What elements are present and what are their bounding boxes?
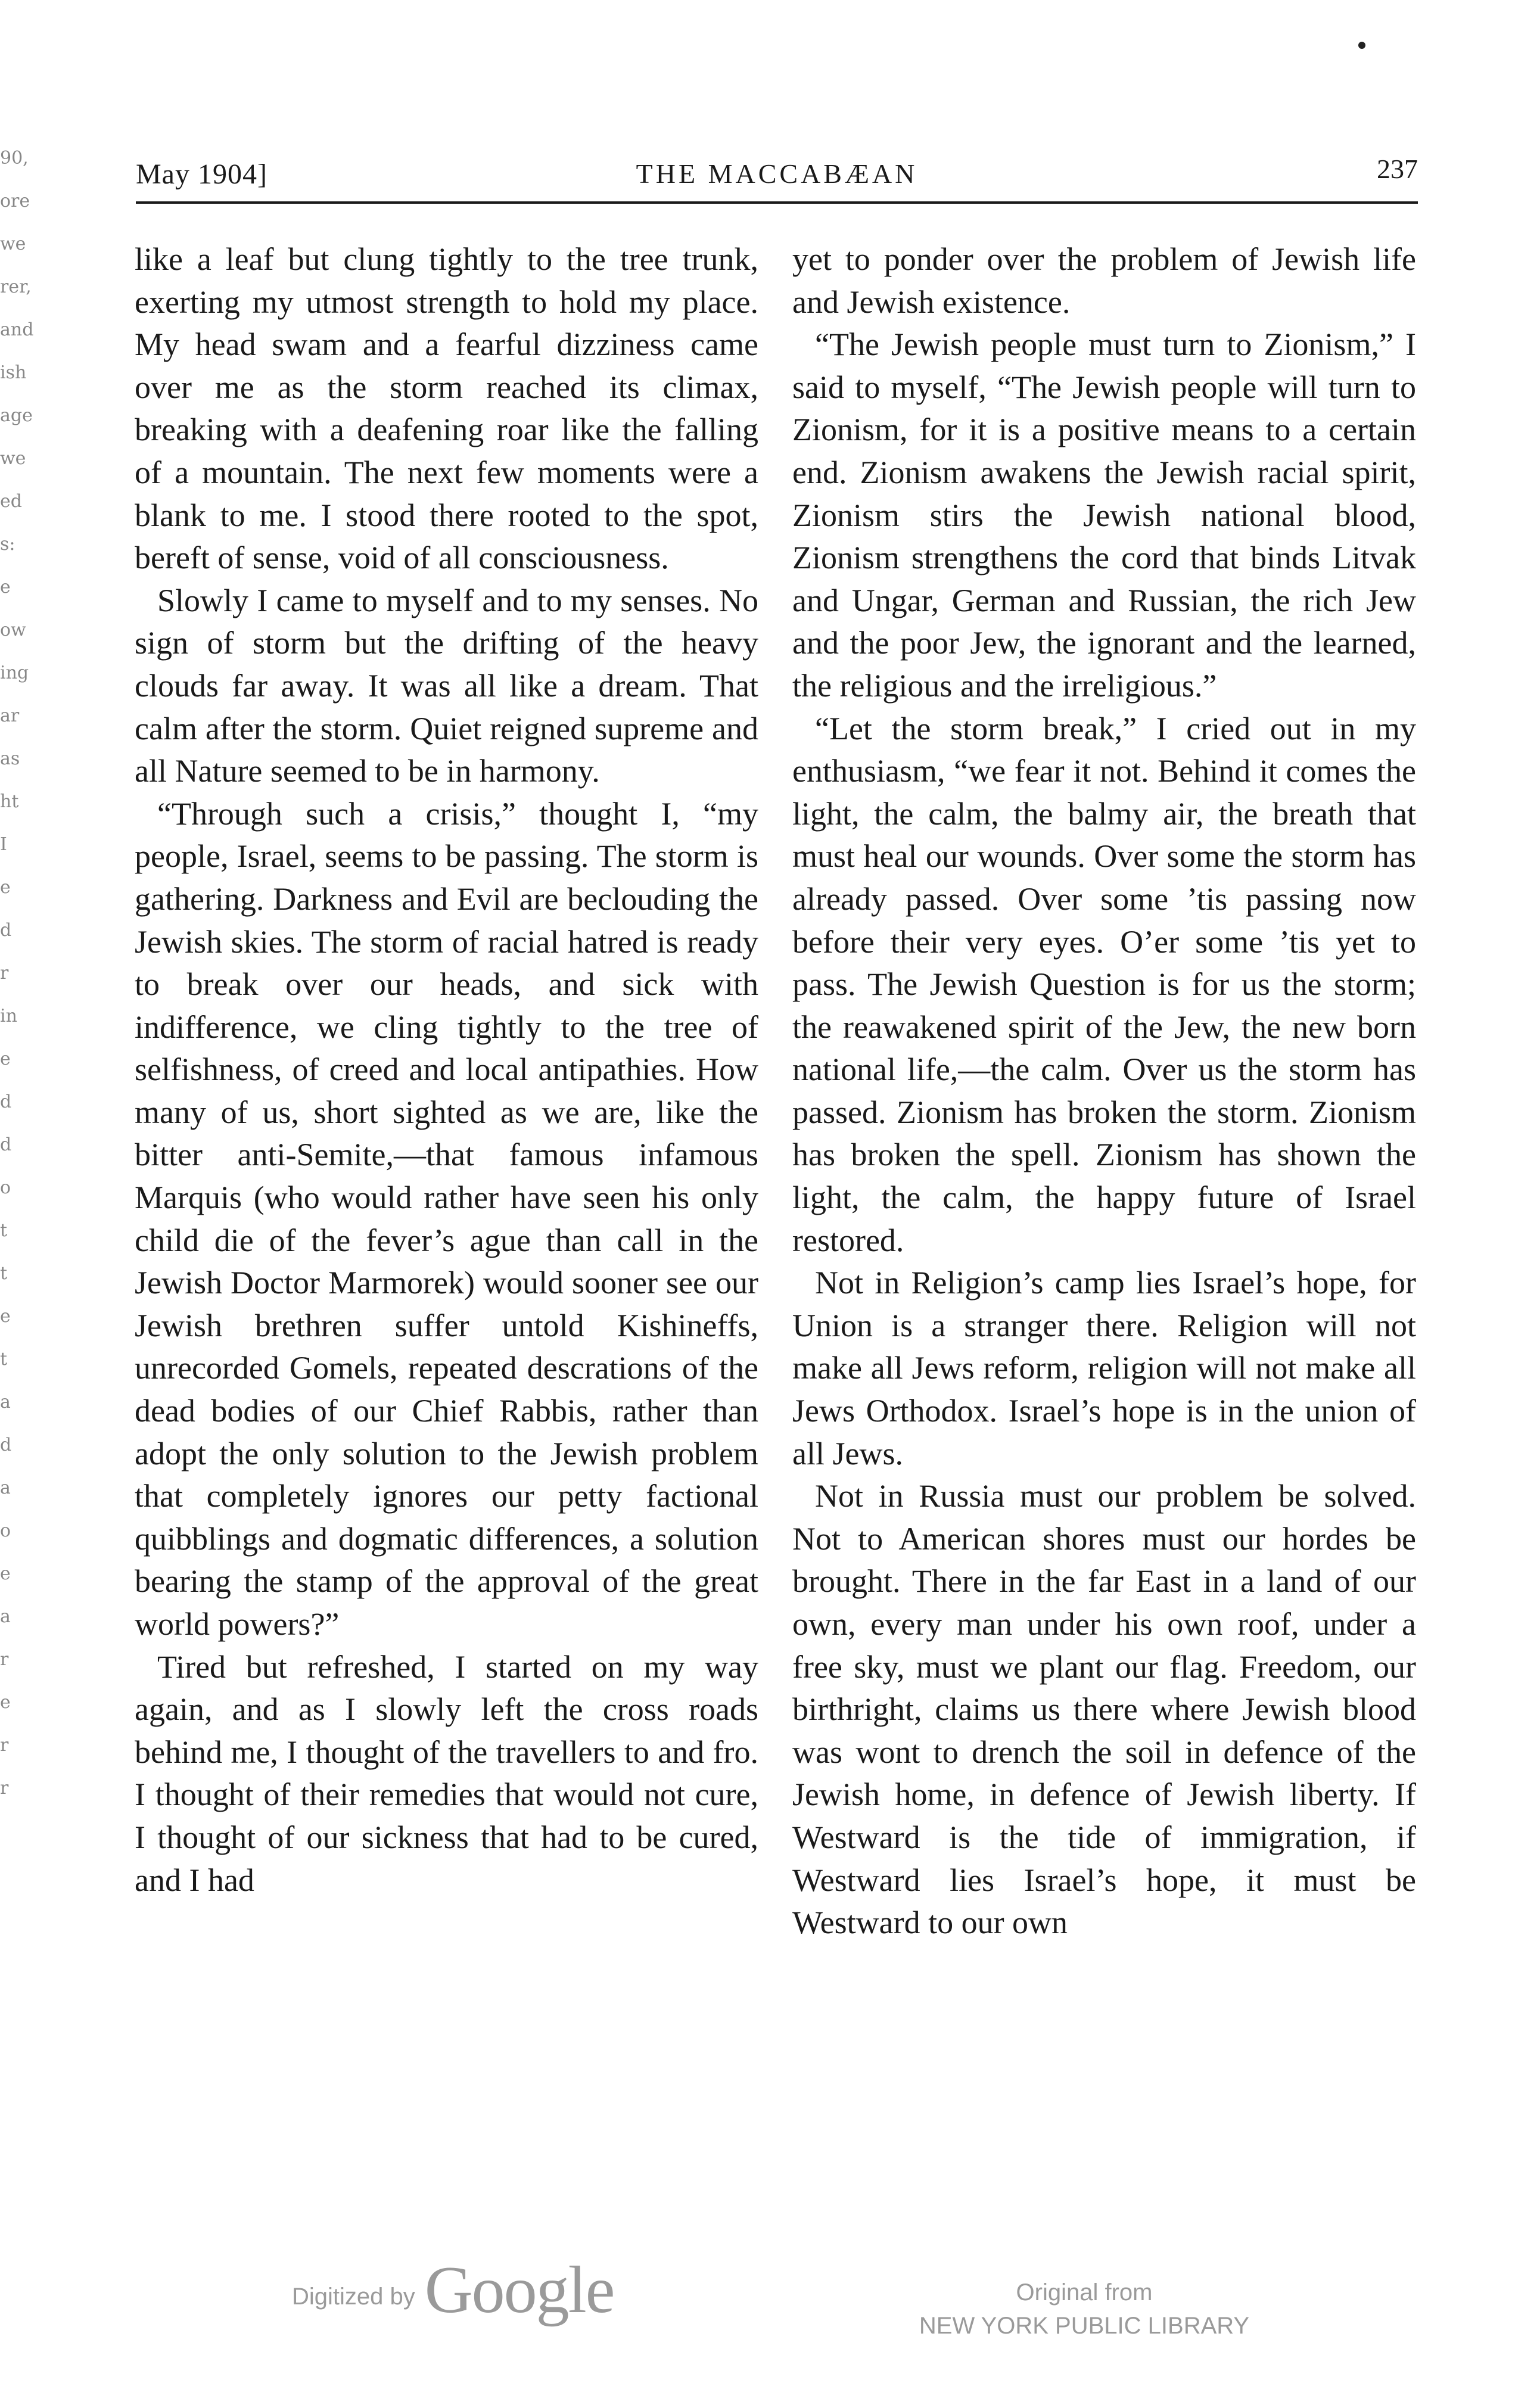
- gutter-fragment: d: [0, 1134, 12, 1155]
- gutter-fragment: ish: [0, 362, 27, 383]
- gutter-fragment: e: [0, 1692, 11, 1713]
- gutter-fragment: ar: [0, 705, 20, 726]
- left-column: [135, 238, 758, 1902]
- right-column: [792, 238, 1416, 1945]
- paragraph: “Through such a crisis,” thought I, “my people, Israel, seems to be passing. The storm is gathering. Darkness and Evil are beclouding the Jewish skies. The storm of racial hatred is ready to break over our heads, and sick with indifference, we cling tightly to the tree of selfishness, of creed and local antipathies. How many of us, short sighted as we are, like the bitter anti-Semite,—that famous infamous Marquis (who would rather have seen his only child die of the fever’s ague than call in the Jewish Doctor Marmorek) would sooner see our Jewish brethren suffer untold Kishineffs, unrecorded Gomels, repeated descrations of the dead bodies of our Chief Rabbis, rather than adopt the only solution to the Jewish problem that completely ignores our petty factional quibblings and dogmatic differences, a solution bearing the stamp of the approval of the great world powers?”: [135, 795, 758, 1642]
- paragraph: Not in Religion’s camp lies Israel’s hope, for Union is a stranger there. Religion will not make all Jews reform, religion will not make all Jews Orthodox. Israel’s hope is in the union of all Jews.: [792, 1265, 1416, 1472]
- page-number: 237: [1377, 154, 1418, 184]
- gutter-fragment: in: [0, 1006, 17, 1026]
- gutter-fragment: t: [0, 1220, 8, 1241]
- gutter-fragment: e: [0, 577, 11, 598]
- source-watermark: [870, 2276, 1299, 2342]
- gutter-fragment: ing: [0, 662, 29, 683]
- journal-title: THE MACCABÆAN: [636, 158, 918, 189]
- gutter-fragment: 90,: [0, 148, 29, 169]
- gutter-fragment: as: [0, 748, 20, 769]
- gutter-fragment: d: [0, 1091, 12, 1112]
- adjacent-page-margin: [0, 137, 36, 2222]
- original-from-label: Original from: [1016, 2279, 1153, 2306]
- gutter-fragment: d: [0, 1435, 12, 1455]
- gutter-fragment: e: [0, 1563, 11, 1584]
- paragraph: “The Jewish people must turn to Zionism,” I said to myself, “The Jewish people will turn to Zionism, for it is a positive means to a certain end. Zionism awakens the Jewish racial spirit, Zionism stirs the Jewish national blood, Zionism strengthens the cord that binds Litvak and Ungar, German and Russian, the rich Jew and the poor Jew, the ignorant and the learned, the religious and the irreligious.”: [792, 326, 1416, 704]
- gutter-fragment: e: [0, 1049, 11, 1069]
- gutter-fragment: s:: [0, 534, 15, 555]
- ink-speck: [1358, 42, 1365, 49]
- paragraph: like a leaf but clung tightly to the tree trunk, exerting my utmost strength to hold my place. My head swam and a fearful dizziness came over me as the storm reached its climax, breaking with a deafening roar like the falling of a mountain. The next few moments were a blank to me. I stood there rooted to the spot, bereft of sense, void of all consciousness.: [135, 241, 758, 576]
- paragraph: Not in Russia must our problem be solved. Not to American shores must our hordes be brought. There in the far East in a land of our own, every man under his own roof, under a free sky, must we plant our flag. Freedom, our birthright, claims us there where Jewish blood was wont to drench the soil in defence of the Jewish home, in defence of Jewish liberty. If Westward is the tide of immigration, if Westward lies Israel’s hope, it must be Westward to our own: [792, 1478, 1416, 1941]
- gutter-fragment: r: [0, 963, 9, 984]
- paragraph: Slowly I came to myself and to my senses. No sign of storm but the drifting of the heavy clouds far away. It was all like a dream. That calm after the storm. Quiet reigned supreme and all Nature seemed to be in harmony.: [135, 582, 758, 789]
- header-rule: [136, 201, 1418, 204]
- gutter-fragment: o: [0, 1177, 11, 1198]
- issue-date: May 1904]: [136, 158, 267, 190]
- gutter-fragment: r: [0, 1778, 9, 1799]
- gutter-fragment: r: [0, 1649, 9, 1670]
- gutter-fragment: a: [0, 1606, 11, 1627]
- gutter-fragment: rer,: [0, 276, 32, 297]
- gutter-fragment: o: [0, 1520, 11, 1541]
- gutter-fragment: we: [0, 234, 26, 254]
- gutter-fragment: ow: [0, 620, 26, 640]
- gutter-fragment: ed: [0, 491, 22, 512]
- gutter-fragment: a: [0, 1477, 11, 1498]
- gutter-fragment: t: [0, 1263, 8, 1284]
- gutter-fragment: ore: [0, 191, 30, 211]
- paragraph: yet to ponder over the problem of Jewish life and Jewish existence.: [792, 241, 1416, 320]
- google-logo: Google: [424, 2253, 614, 2327]
- gutter-fragment: t: [0, 1349, 8, 1370]
- gutter-fragment: we: [0, 448, 26, 469]
- paragraph: Tired but refreshed, I started on my way again, and as I slowly left the cross roads behind me, I thought of the travellers to and fro. I thought of their remedies that would not cure, I thought of our sickness that had to be cured, and I had: [135, 1648, 758, 1898]
- digitized-by-label: Digitized by: [292, 2284, 415, 2310]
- gutter-fragment: age: [0, 405, 33, 426]
- running-header: [136, 154, 1418, 200]
- gutter-fragment: a: [0, 1392, 11, 1413]
- gutter-fragment: e: [0, 1306, 11, 1327]
- digitized-watermark: [292, 2246, 614, 2327]
- gutter-fragment: e: [0, 877, 11, 898]
- paragraph: “Let the storm break,” I cried out in my enthusiasm, “we fear it not. Behind it comes the light, the calm, the balmy air, the breath that must heal our wounds. Over some the storm has already passed. Over some ’tis passing now before their very eyes. O’er some ’tis yet to pass. The Jewish Question is for us the storm; the reawakened spirit of the Jew, the new born national life,—the calm. Over us the storm has passed. Zionism has broken the storm. Zionism has broken the spell. Zionism has shown the light, the calm, the happy future of Israel restored.: [792, 710, 1416, 1258]
- gutter-fragment: d: [0, 920, 12, 941]
- gutter-fragment: and: [0, 319, 34, 340]
- gutter-fragment: I: [0, 834, 7, 855]
- library-name: NEW YORK PUBLIC LIBRARY: [919, 2313, 1250, 2339]
- gutter-fragment: r: [0, 1735, 9, 1756]
- gutter-fragment: ht: [0, 791, 19, 812]
